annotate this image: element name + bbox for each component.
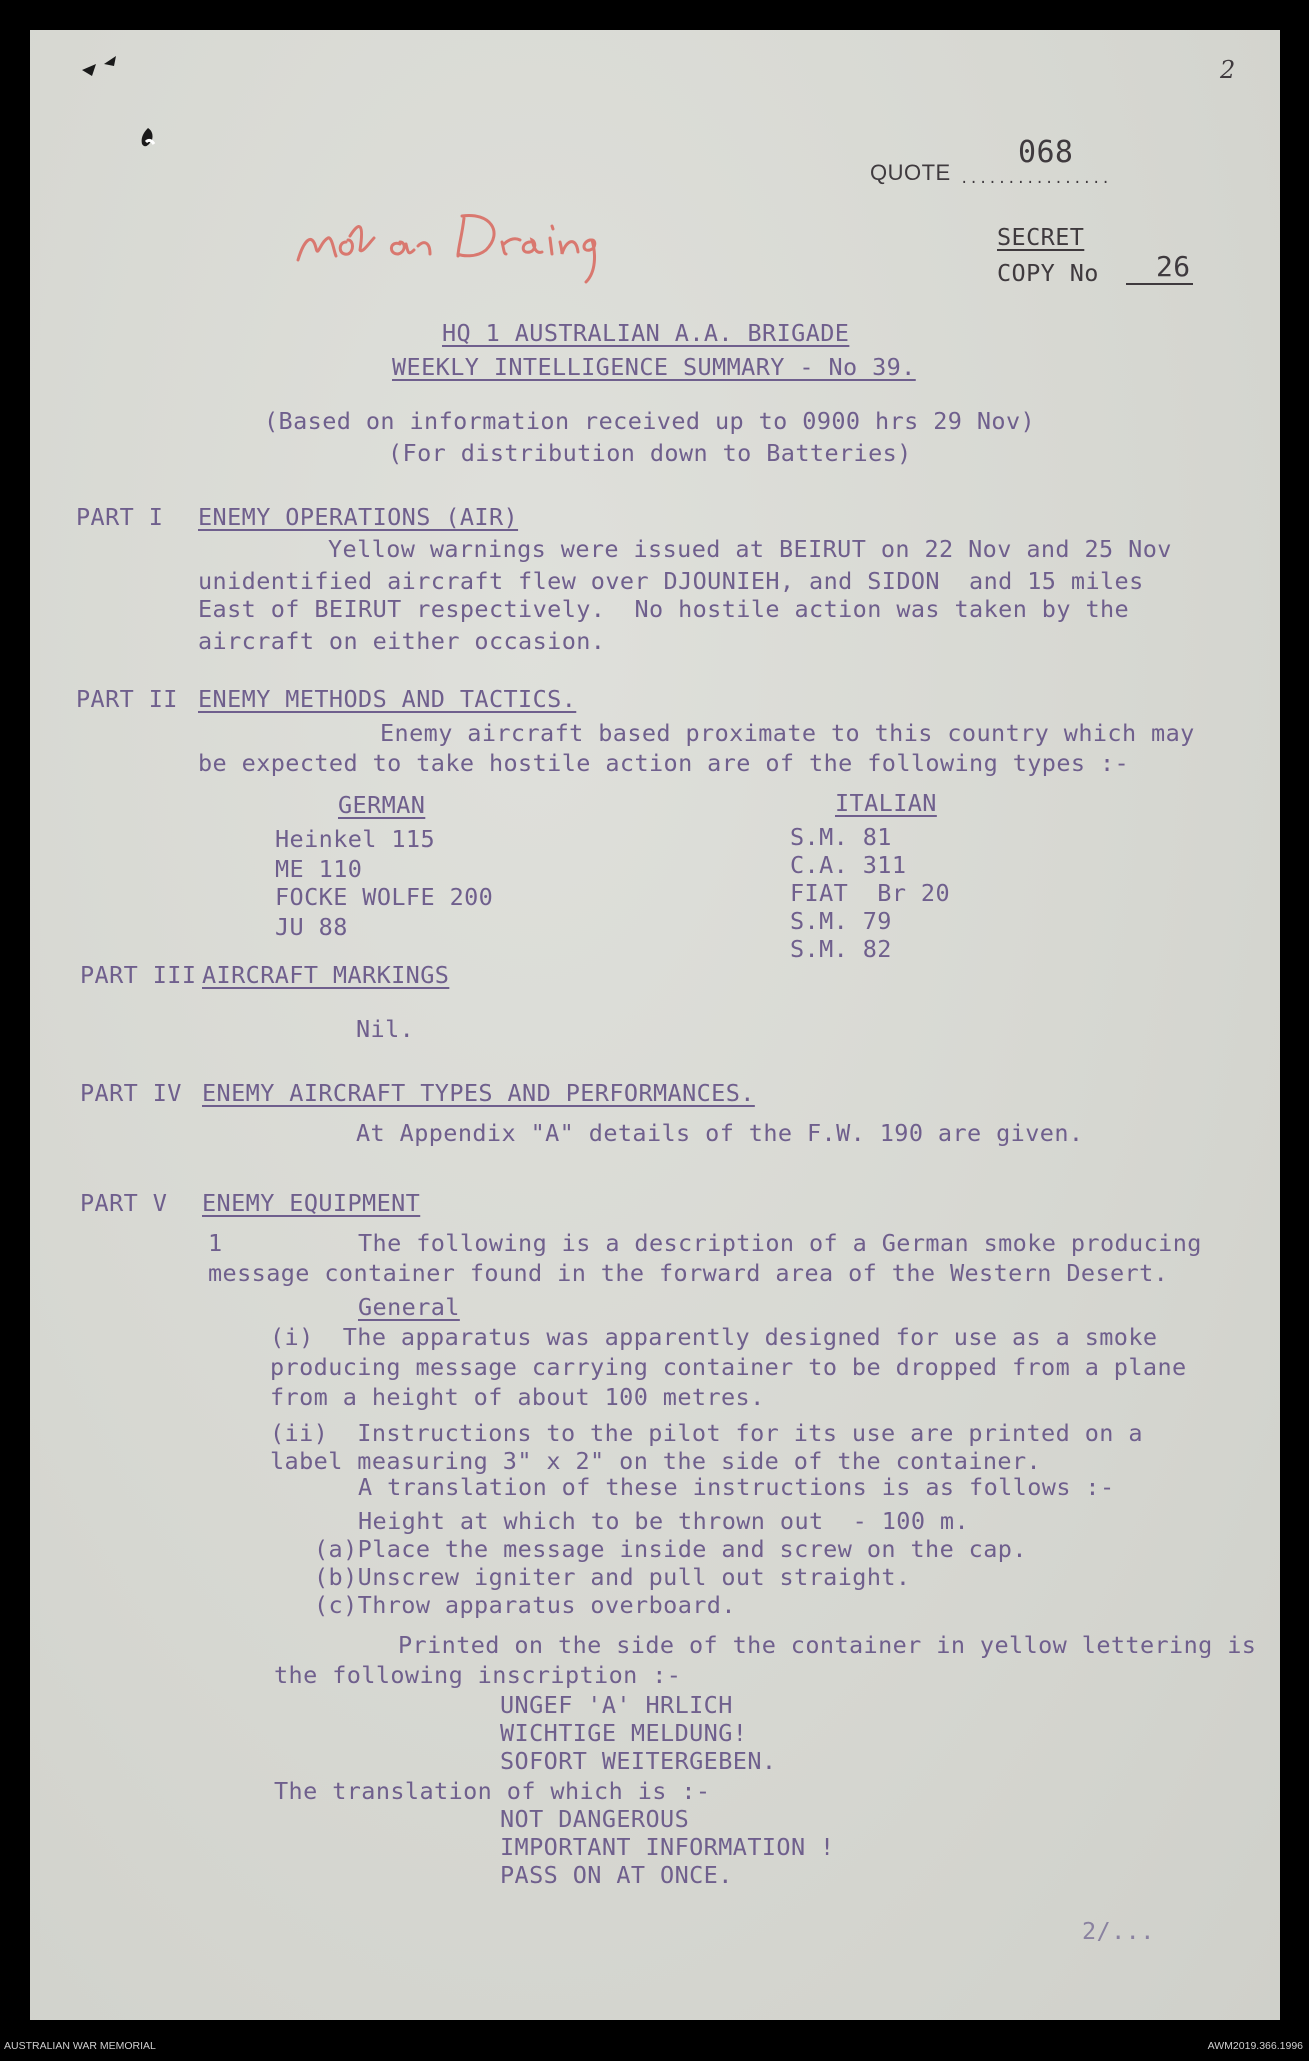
italian-header: ITALIAN bbox=[835, 789, 937, 817]
part2-line: be expected to take hostile action are of the following types :- bbox=[198, 749, 1130, 777]
german-header: GERMAN bbox=[338, 791, 426, 819]
italian-aircraft: S.M. 81 bbox=[790, 823, 892, 851]
general-ii-line: Height at which to be thrown out - 100 m. bbox=[358, 1507, 970, 1535]
italian-aircraft: C.A. 311 bbox=[790, 851, 907, 879]
instruction-step: (b)Unscrew igniter and pull out straight. bbox=[314, 1563, 911, 1591]
italian-aircraft: S.M. 79 bbox=[790, 907, 892, 935]
footer-archive-name: AUSTRALIAN WAR MEMORIAL bbox=[4, 2040, 156, 2052]
title-summary: WEEKLY INTELLIGENCE SUMMARY - No 39. bbox=[392, 353, 916, 381]
title-based-on: (Based on information received up to 0900 hrs 29 Nov) bbox=[264, 407, 1036, 435]
part2-label: PART II bbox=[76, 685, 178, 713]
english-inscription-line: PASS ON AT ONCE. bbox=[500, 1861, 733, 1889]
part2-heading: ENEMY METHODS AND TACTICS. bbox=[198, 685, 577, 713]
handwritten-note-red bbox=[290, 192, 650, 292]
german-inscription-line: SOFORT WEITERGEBEN. bbox=[500, 1747, 777, 1775]
quote-dots: ................ bbox=[960, 171, 1111, 187]
english-inscription-line: NOT DANGEROUS bbox=[500, 1805, 690, 1833]
general-ii-line: A translation of these instructions is as follows :- bbox=[358, 1473, 1115, 1501]
translation-intro: The translation of which is :- bbox=[274, 1777, 711, 1805]
quote-label: QUOTE bbox=[870, 160, 951, 185]
german-aircraft: FOCKE WOLFE 200 bbox=[275, 883, 494, 911]
part4-label: PART IV bbox=[80, 1079, 182, 1107]
continuation-marker: 2/... bbox=[1082, 1917, 1155, 1945]
classification-secret: SECRET bbox=[997, 223, 1085, 251]
italian-aircraft: FIAT Br 20 bbox=[790, 879, 951, 907]
general-ii-line: label measuring 3" x 2" on the side of the container. bbox=[270, 1447, 1042, 1475]
copy-number: 26 bbox=[1126, 253, 1193, 285]
italian-aircraft: S.M. 82 bbox=[790, 935, 892, 963]
copy-label: COPY No bbox=[997, 259, 1099, 287]
title-unit: HQ 1 AUSTRALIAN A.A. BRIGADE bbox=[442, 319, 850, 347]
part4-text: At Appendix "A" details of the F.W. 190 are given. bbox=[356, 1119, 1084, 1147]
german-inscription-line: WICHTIGE MELDUNG! bbox=[500, 1719, 748, 1747]
title-distribution: (For distribution down to Batteries) bbox=[388, 439, 912, 467]
german-aircraft: ME 110 bbox=[275, 855, 363, 883]
part2-line: Enemy aircraft based proximate to this country which may bbox=[380, 719, 1195, 747]
quote-number: 068 bbox=[1018, 135, 1074, 170]
printed-line: Printed on the side of the container in yellow lettering is bbox=[398, 1631, 1257, 1659]
part3-label: PART III bbox=[80, 961, 197, 989]
printed-line: the following inscription :- bbox=[274, 1661, 682, 1689]
part1-line: unidentified aircraft flew over DJOUNIEH, and SIDON and 15 miles bbox=[198, 567, 1144, 595]
part5-label: PART V bbox=[80, 1189, 168, 1217]
german-inscription-line: UNGEF 'A' HRLICH bbox=[500, 1691, 733, 1719]
footer-archive-id: AWM2019.366.1996 bbox=[1207, 2040, 1303, 2052]
part5-intro-line: The following is a description of a German smoke producing bbox=[358, 1229, 1202, 1257]
instruction-step: (c)Throw apparatus overboard. bbox=[314, 1591, 736, 1619]
part5-heading: ENEMY EQUIPMENT bbox=[202, 1189, 421, 1217]
torn-corner-marks bbox=[30, 30, 230, 230]
part3-text: Nil. bbox=[356, 1015, 415, 1043]
part1-line: Yellow warnings were issued at BEIRUT on 22 Nov and 25 Nov bbox=[328, 535, 1172, 563]
english-inscription-line: IMPORTANT INFORMATION ! bbox=[500, 1833, 835, 1861]
part1-line: aircraft on either occasion. bbox=[198, 627, 606, 655]
general-i-line: (i) The apparatus was apparently designed for use as a smoke bbox=[270, 1323, 1158, 1351]
part1-line: East of BEIRUT respectively. No hostile action was taken by the bbox=[198, 595, 1130, 623]
document-page bbox=[30, 30, 1280, 2020]
part1-label: PART I bbox=[76, 503, 164, 531]
german-aircraft: Heinkel 115 bbox=[275, 825, 436, 853]
part5-intro-line: message container found in the forward area of the Western Desert. bbox=[208, 1259, 1169, 1287]
german-aircraft: JU 88 bbox=[275, 913, 348, 941]
instruction-step: (a)Place the message inside and screw on the cap. bbox=[314, 1535, 1027, 1563]
part1-heading: ENEMY OPERATIONS (AIR) bbox=[198, 503, 519, 531]
general-ii-line: (ii) Instructions to the pilot for its use are printed on a bbox=[270, 1419, 1143, 1447]
general-heading: General bbox=[358, 1293, 460, 1321]
general-i-line: from a height of about 100 metres. bbox=[270, 1383, 765, 1411]
part3-heading: AIRCRAFT MARKINGS bbox=[202, 961, 450, 989]
part5-item-number: 1 bbox=[208, 1229, 223, 1257]
general-i-line: producing message carrying container to be dropped from a plane bbox=[270, 1353, 1187, 1381]
page-number: 2 bbox=[1220, 56, 1236, 84]
part4-heading: ENEMY AIRCRAFT TYPES AND PERFORMANCES. bbox=[202, 1079, 755, 1107]
